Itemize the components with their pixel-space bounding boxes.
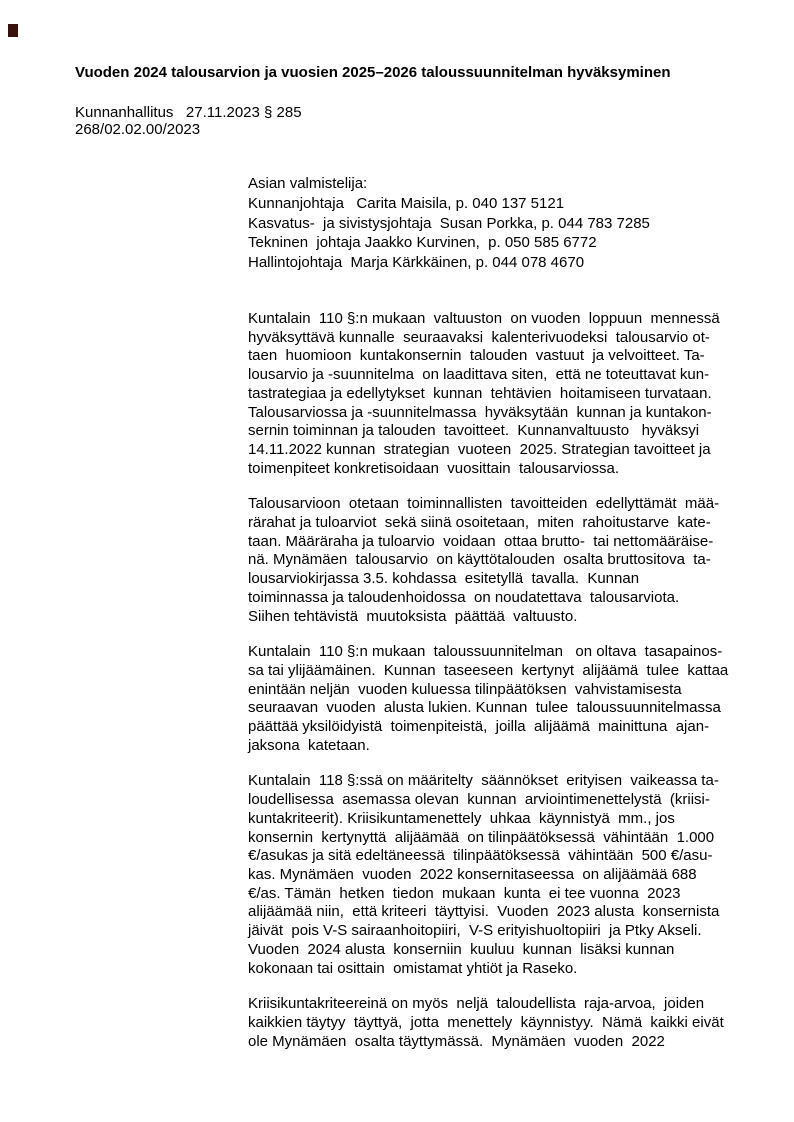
text-line: kuntakriteerit). Kriisikuntamenettely uhkaa käynnistyä mm., jos [248,809,675,827]
page-corner-mark [8,24,18,37]
text-line: lousarvio ja -suunnitelma on laadittava siten, että ne toteuttavat kun- [248,366,710,384]
text-line: kas. Mynämäen vuoden 2022 konsernitaseessa on alijäämää 688 [248,865,697,883]
text-line: Kriisikuntakriteereinä on myös neljä taloudellista raja-arvoa, joiden [248,995,705,1013]
case-number: 268/02.02.00/2023 [75,121,201,138]
text-line: rärahat ja tuloarviot sekä siinä osoitetaan, miten rahoitustarve kate- [248,514,711,532]
text-line: toimenpiteet konkretisoidaan vuosittain talousarviossa. [248,459,620,477]
document-title: Vuoden 2024 talousarvion ja vuosien 2025–2026 taloussuunnitelman hyväksyminen [75,64,671,81]
text-line: kokonaan tai osittain omistamat yhtiöt ja Raseko. [248,959,578,977]
paragraph [248,772,753,978]
text-line: lousarviokirjassa 3.5. kohdassa esitetyllä tavalla. Kunnan [248,570,640,588]
text-line: Kuntalain 118 §:ssä on määritelty säännökset erityisen vaikeassa ta- [248,772,719,790]
text-line: taan. Määräraha ja tuloarvio voidaan ottaa brutto- tai nettomääräise- [248,532,714,550]
text-line: Talousarviossa ja -suunnitelmassa hyväksytään kunnan ja kuntakon- [248,403,712,421]
preparer-line: Tekninen johtaja Jaakko Kurvinen, p. 050 585 6772 [248,234,597,252]
text-line: seuraavan vuoden alusta lukien. Kunnan tulee taloussuunnitelmassa [248,699,721,717]
text-line: sernin toiminnan ja talouden tavoitteet. Kunnanvaltuusto hyväksyi [248,422,700,440]
preparer-line: Hallintojohtaja Marja Kärkkäinen, p. 044 078 4670 [248,254,585,272]
paragraph [248,643,753,755]
text-line: loudellisessa asemassa olevan kunnan arviointimenettelystä (kriisi- [248,791,710,809]
text-line: Vuoden 2024 alusta konserniin kuuluu kunnan lisäksi kunnan [248,940,675,958]
text-line: €/as. Tämän hetken tiedon mukaan kunta ei tee vuonna 2023 [248,884,681,902]
text-line: jaksona katetaan. [248,736,370,754]
text-line: päättää yksilöidyistä toimenpiteistä, joilla alijäämä mainittuna ajan- [248,718,710,736]
paragraph [248,495,753,626]
text-line: jäivät pois V-S sairaanhoitopiiri, V-S erityishuoltopiiri ja Ptky Akseli. [248,922,702,940]
text-line: ole Mynämäen osalta täyttymässä. Mynämäen vuoden 2022 [248,1032,665,1050]
text-line: kaikkien täytyy täyttyä, jotta menettely käynnistyy. Nämä kaikki eivät [248,1013,724,1031]
preparers-block [248,174,758,273]
text-line: €/asukas ja sitä edeltäneessä tilinpäätöksessä vähintään 500 €/asu- [248,847,713,865]
preparers-heading: Asian valmistelija: [248,175,368,192]
text-line: Talousarvioon otetaan toiminnallisten tavoitteiden edellyttämät mää- [248,495,720,513]
text-line: Kuntalain 110 §:n mukaan taloussuunnitelman on oltava tasapainos- [248,643,723,661]
paragraph [248,995,753,1051]
text-line: tastrategiaa ja edellytykset kunnan tehtävien hoitamiseen turvataan. [248,384,712,402]
text-line: hyväksyttävä kunnalle seuraavaksi kalenterivuodeksi talousarvio ot- [248,328,710,346]
text-line: alijäämää niin, että kriteeri täyttyisi. Vuoden 2023 alusta konsernista [248,903,720,921]
text-line: Kuntalain 110 §:n mukaan valtuuston on vuoden loppuun mennessä [248,310,720,327]
paragraph [248,310,753,478]
preparer-line: Kunnanjohtaja Carita Maisila, p. 040 137 5121 [248,194,565,212]
text-line: toiminnassa ja taloudenhoidossa on noudatettava talousarviota. [248,588,680,606]
preparer-line: Kasvatus- ja sivistysjohtaja Susan Porkka, p. 044 783 7285 [248,214,650,232]
document-body [248,310,753,1068]
text-line: sa tai ylijäämäinen. Kunnan taseeseen kertynyt alijäämä tulee kattaa [248,661,729,679]
text-line: nä. Mynämäen talousarvio on käyttötalouden osalta bruttositova ta- [248,551,711,569]
text-line: taen huomioon kuntakonsernin talouden vastuut ja velvoitteet. Ta- [248,347,705,365]
meeting-reference-line: Kunnanhallitus 27.11.2023 § 285 [75,104,302,121]
text-line: 14.11.2022 kunnan strategian vuoteen 2025. Strategian tavoitteet ja [248,440,711,458]
text-line: Siihen tehtävistä muutoksista päättää valtuusto. [248,607,578,625]
text-line: konsernin kertynyttä alijäämää on tilinpäätöksessä vähintään 1.000 [248,828,715,846]
text-line: enintään neljän vuoden kuluessa tilinpäätöksen vahvistamisesta [248,680,682,698]
